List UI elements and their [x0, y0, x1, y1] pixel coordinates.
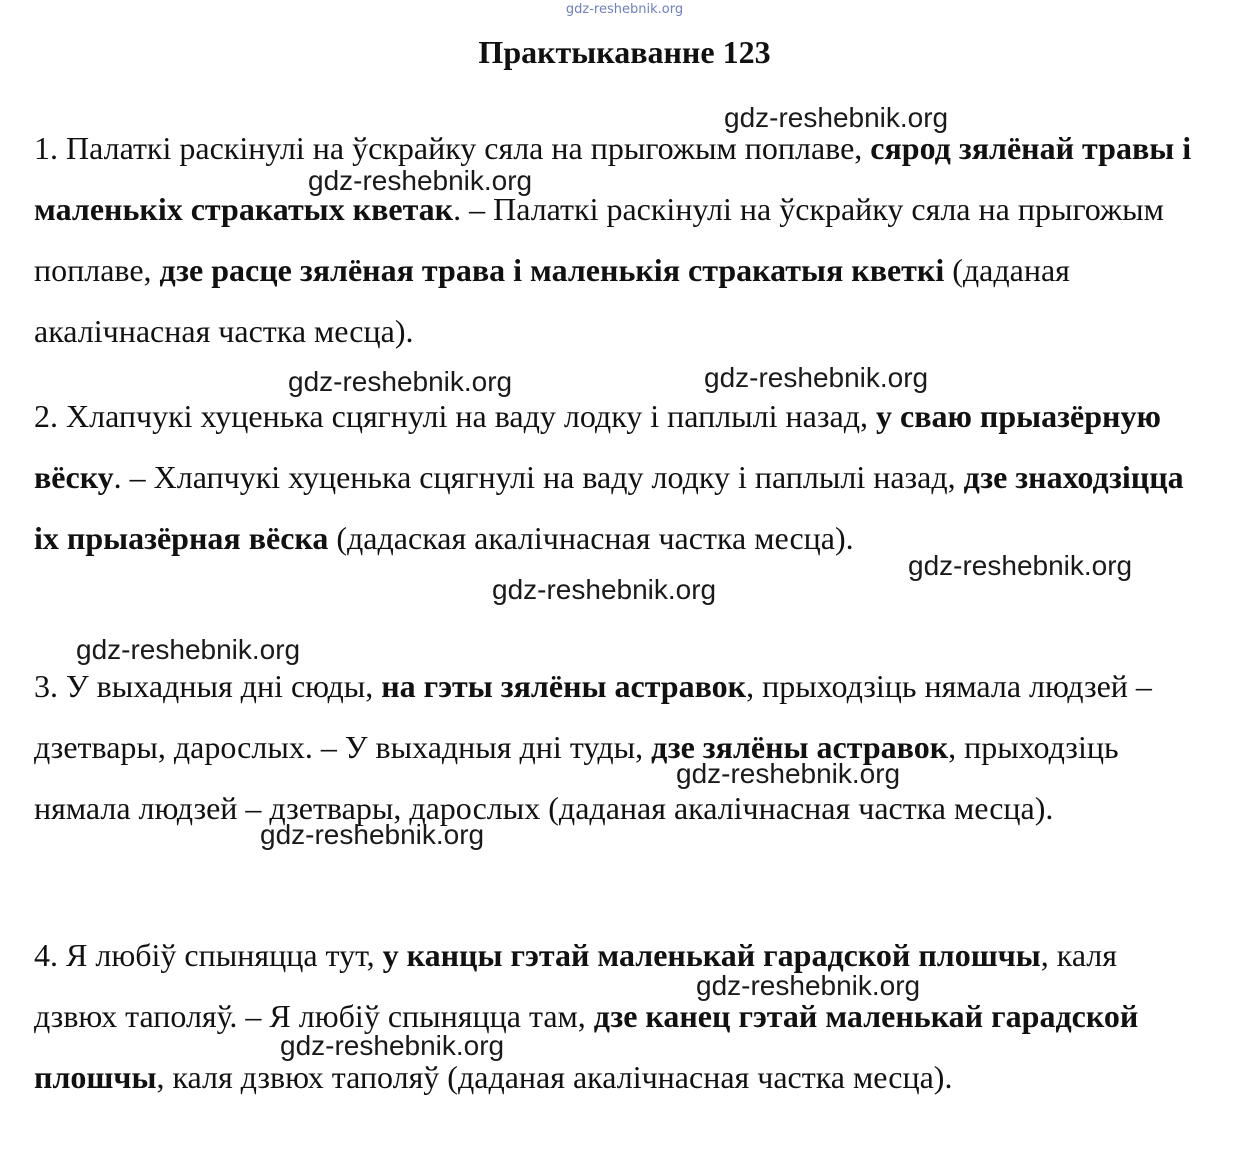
- watermark: gdz-reshebnik.org: [724, 102, 949, 133]
- item-text: . – Хлапчукі хуценька сцягнулі на ваду лодку і паплылі назад,: [113, 459, 964, 495]
- page-title: Практыкаванне 123: [478, 34, 771, 70]
- watermark: gdz-reshebnik.org: [260, 819, 485, 850]
- item-text: , каля дзвюх таполяў (даданая акалічнасная частка месца).: [156, 1059, 953, 1095]
- item-text: , прыходзіць нямала людзей – дзетвары, дарослых (даданая акалічнасная частка месца).: [34, 729, 1119, 826]
- item-bold-clause: дзе канец гэтай маленькай гарадской плошчы: [34, 998, 1139, 1095]
- item-text: (даданая акалічнасная частка месца).: [34, 252, 1070, 349]
- item-bold-phrase: на гэты зялёны астравок: [381, 668, 747, 704]
- item-text: 3. У выхадныя дні сюды,: [34, 668, 382, 704]
- watermark: gdz-reshebnik.org: [280, 1030, 505, 1061]
- watermark: gdz-reshebnik.org: [76, 634, 301, 665]
- watermark: gdz-reshebnik.org: [908, 550, 1133, 581]
- exercise-item-2: [34, 386, 1204, 569]
- item-text: 1. Палаткі раскінулі на ўскрайку сяла на прыгожым поплаве,: [34, 130, 871, 166]
- item-text: 4. Я любіў спыняцца тут,: [34, 937, 383, 973]
- item-text: (дадаская акалічнасная частка месца).: [328, 520, 854, 556]
- watermark: gdz-reshebnik.org: [308, 165, 533, 196]
- item-bold-phrase: у сваю прыазёрную вёску: [34, 398, 1161, 495]
- exercise-item-1: [34, 118, 1204, 362]
- item-text: . – Палаткі раскінулі на ўскрайку сяла на прыгожым поплаве,: [34, 191, 1164, 288]
- item-text: , прыходзіць нямала людзей – дзетвары, дарослых. – У выхадныя дні туды,: [34, 668, 1152, 765]
- watermark: gdz-reshebnik.org: [704, 362, 929, 393]
- item-bold-phrase: у канцы гэтай маленькай гарадской плошчы: [382, 937, 1041, 973]
- item-bold-phrase: сярод зялёнай травы і маленькіх стракатых кветак: [34, 130, 1192, 227]
- item-text: , каля дзвюх таполяў. – Я любіў спыняцца там,: [34, 937, 1117, 1034]
- item-bold-clause: дзе знаходзіцца іх прыазёрная вёска: [34, 459, 1184, 556]
- item-bold-clause: дзе зялёны астравок: [651, 729, 949, 765]
- watermark: gdz-reshebnik.org: [492, 574, 717, 605]
- exercise-item-4: [34, 925, 1204, 1108]
- top-watermark: gdz-reshebnik.org: [565, 2, 684, 17]
- watermark: gdz-reshebnik.org: [288, 366, 513, 397]
- watermark: gdz-reshebnik.org: [696, 970, 921, 1001]
- exercise-item-3: [34, 656, 1204, 839]
- watermark: gdz-reshebnik.org: [676, 758, 901, 789]
- item-bold-clause: дзе расце зялёная трава і маленькія стракатыя кветкі: [159, 252, 945, 288]
- item-text: 2. Хлапчукі хуценька сцягнулі на ваду лодку і паплылі назад,: [34, 398, 876, 434]
